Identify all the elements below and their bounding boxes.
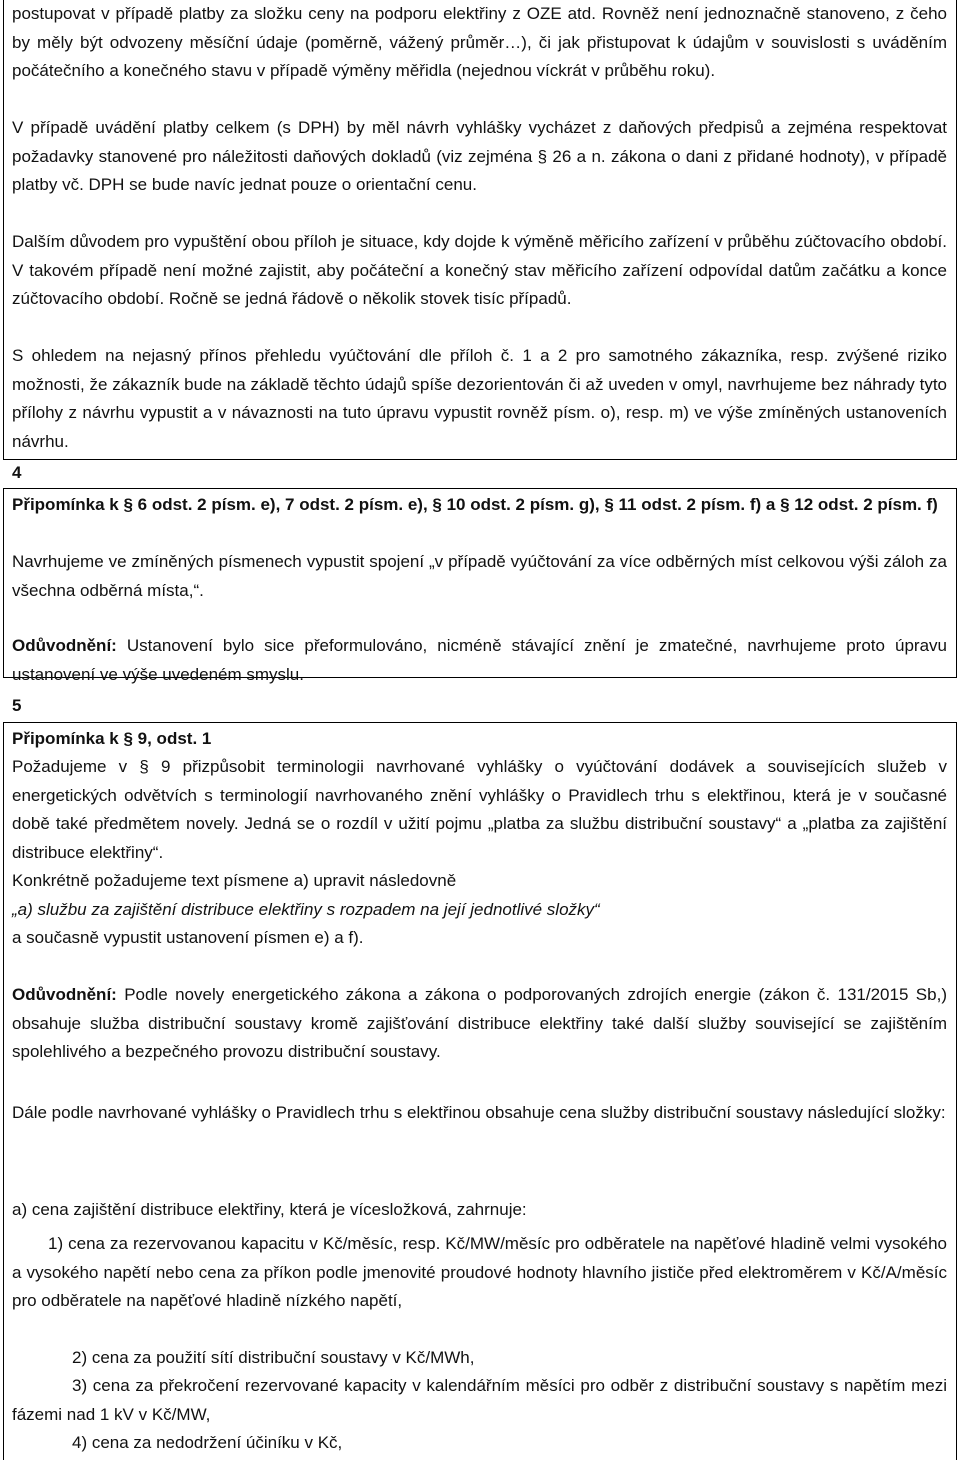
comment-5-quote: „a) službu za zajištění distribuce elektřiny s rozpadem na její jednotlivé složky“ xyxy=(12,900,600,919)
comment-5-request-2: a současně vypustit ustanovení písmen e) a f). xyxy=(12,928,364,947)
list-item-a: a) cena zajištění distribuce elektřiny, která je vícesložková, zahrnuje: xyxy=(12,1200,527,1219)
paragraph-conclusion: S ohledem na nejasný přínos přehledu vyúčtování dle příloh č. 1 a 2 pro samotného zákazníka, resp. zvýšené riziko možnosti, že zákazník bude na základě těchto údajů spíše dezorientován či až uveden v omyl, navrhujeme bez náhrady tyto přílohy z návrhu vypustit a v návaznosti na tuto úpravu vypustit rovněž písm. o), resp. m) ve výše zmíněných ustanoveních návrhu. xyxy=(12,346,947,451)
comment-4-body: Navrhujeme ve zmíněných písmenech vypustit spojení „v případě vyúčtování za více odběrných míst celkovou výši záloh za všechna odběrná místa,“. xyxy=(12,552,947,600)
paragraph-meter-exchange: Dalším důvodem pro vypuštění obou příloh je situace, kdy dojde k výměně měřicího zařízení v průběhu zúčtovacího období. V takovém případě není možné zajistit, aby počáteční a konečný stav měřicího zařízení odpovídal datům začátku a konce zúčtovacího období. Ročně se jedná řádově o několik stovek tisíc případů. xyxy=(12,232,947,308)
comment-5-body: Požadujeme v § 9 přizpůsobit terminologii navrhované vyhlášky o vyúčtování dodávek a souvisejících služeb v energetických odvětvích s terminologií navrhovaného znění vyhlášky o Pravidlech trhu s elektřinou, která je v současné době také předmětem novely. Jedná se o rozdíl v užití pojmu „platba za službu distribuční soustavy“ a „platba za zajištění distribuce elektřiny“. xyxy=(12,757,947,862)
list-subitem-4: 4) cena za nedodržení účiníku v Kč, xyxy=(72,1433,343,1452)
comment-5-reason xyxy=(12,981,947,1067)
list-subitem-1: 1) cena za rezervovanou kapacitu v Kč/měsíc, resp. Kč/MW/měsíc pro odběratele na napěťové hladině velmi vysokého a vysokého napětí nebo cena za příkon podle jmenovité proudové hodnoty hlavního jističe před elektroměrem v Kč/A/měsíc pro odběratele na napěťové hladině nízkého napětí, xyxy=(12,1234,947,1310)
comment-4-reason xyxy=(12,632,947,689)
comment-5-heading: Připomínka k § 9, odst. 1 xyxy=(12,729,212,748)
comment-5-request: Konkrétně požadujeme text písmene a) upravit následovně xyxy=(12,871,457,890)
reason-label: Odůvodnění: xyxy=(12,636,117,655)
reason-text: Podle novely energetického zákona a zákona o podporovaných zdrojích energie (zákon č. 131/2015 Sb,) obsahuje služba distribuční soustavy kromě zajišťování distribuce elektřiny také další služby související se zajištěním spolehlivého a bezpečného provozu distribuční soustavy. xyxy=(12,985,947,1061)
list-subitem-2: 2) cena za použití sítí distribuční soustavy v Kč/MWh, xyxy=(72,1348,475,1367)
list-subitem-3: 3) cena za překročení rezervované kapacity v kalendářním měsíci pro odběr z distribuční soustavy s napětím mezi fázemi nad 1 kV v Kč/MW, xyxy=(12,1376,947,1424)
reason-label: Odůvodnění: xyxy=(12,985,117,1004)
comment-4-heading: Připomínka k § 6 odst. 2 písm. e), 7 odst. 2 písm. e), § 10 odst. 2 písm. g), § 11 odst. 2 písm. f) a § 12 odst. 2 písm. f) xyxy=(12,495,938,514)
comment-5-further: Dále podle navrhované vyhlášky o Pravidlech trhu s elektřinou obsahuje cena služby distribuční soustavy následující složky: xyxy=(12,1103,946,1122)
comment-number-4: 4 xyxy=(12,463,22,482)
comment-number-5: 5 xyxy=(12,696,22,715)
paragraph-continuation: postupovat v případě platby za složku ceny na podporu elektřiny z OZE atd. Rovněž není jednoznačně stanoveno, z čeho by měly být odvozeny měsíční údaje (poměrně, vážený průměr…), či jak přistupovat k údajům v souvislosti s uváděním počátečního a konečného stavu v případě výměny měřidla (nejednou víckrát v průběhu roku). xyxy=(12,4,947,80)
paragraph-vat: V případě uvádění platby celkem (s DPH) by měl návrh vyhlášky vycházet z daňových předpisů a zejména respektovat požadavky stanovené pro náležitosti daňových dokladů (viz zejména § 26 a n. zákona o dani z přidané hodnoty), v případě platby vč. DPH se bude navíc jednat pouze o orientační cenu. xyxy=(12,118,947,194)
reason-text: Ustanovení bylo sice přeformulováno, nicméně stávající znění je zmatečné, navrhujeme proto úpravu ustanovení ve výše uvedeném smyslu. xyxy=(12,636,947,684)
